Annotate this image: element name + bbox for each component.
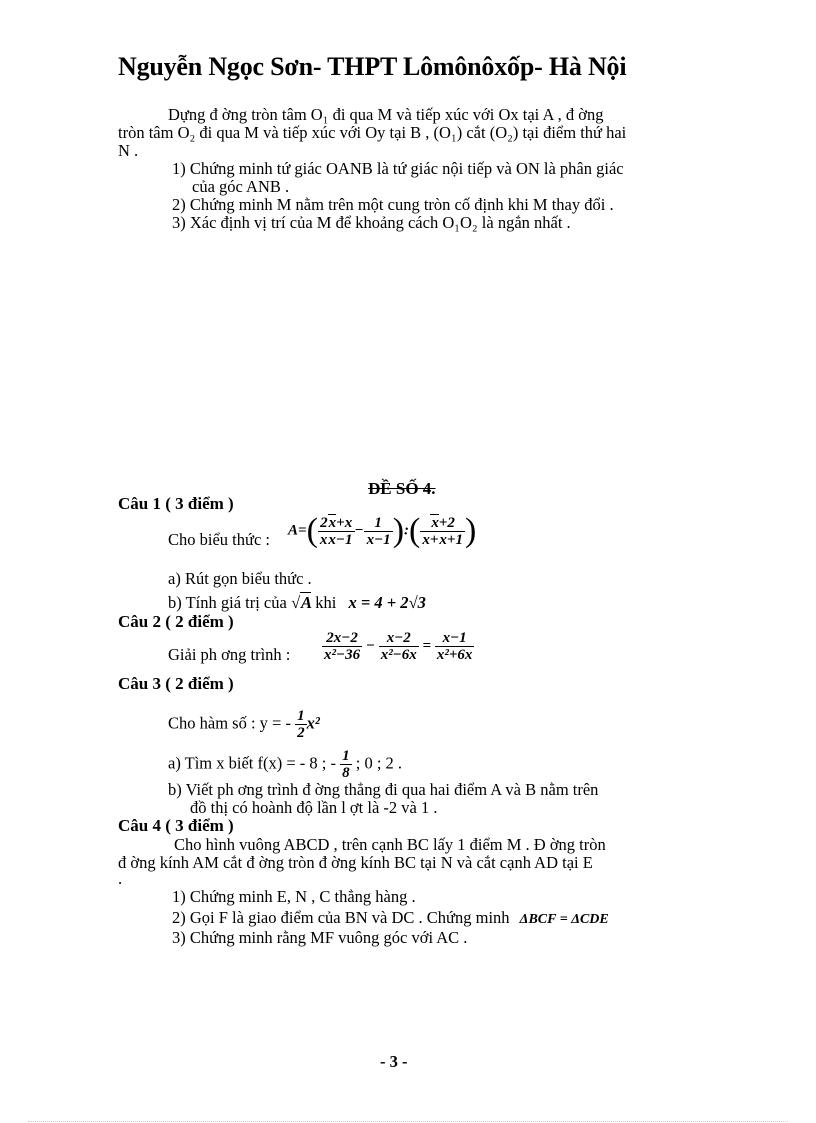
problem-item-1-cont: của góc ANB . [192, 177, 290, 196]
question-3-heading: Câu 3 ( 2 điểm ) [118, 674, 234, 693]
page-bottom-divider [28, 1121, 788, 1122]
question-2-heading: Câu 2 ( 2 điểm ) [118, 612, 234, 631]
question-1-lead: Cho biểu thức : [168, 530, 270, 549]
problem-item-3: 3) Xác định vị trí của M để khoảng cách O₁O₂ là ngắn nhất . [172, 213, 571, 232]
question-4-text-line: . [118, 869, 123, 888]
question-3-part-a: a) Tìm x biết f(x) = - 8 ; - $\frac{1}{8}$ ; 0 ; 2 . [168, 748, 403, 781]
question-4-heading: Câu 4 ( 3 điểm ) [118, 816, 234, 835]
problem-text-line: Dựng đ ờng tròn tâm O₁ đi qua M và tiếp xúc với Ox tại A , đ ờng [168, 105, 604, 124]
problem-text-line: N . [118, 141, 139, 160]
question-4-text-line: đ ờng kính AM cắt đ ờng tròn đ ờng kính BC tại N và cắt cạnh AD tại E [118, 853, 593, 872]
problem-text-line: tròn tâm O₂ đi qua M và tiếp xúc với Oy tại B , (O₁) cắt (O₂) tại điểm thứ hai [118, 123, 627, 142]
problem-item-1: 1) Chứng minh tứ giác OANB là tứ giác nội tiếp và ON là phân giác [172, 159, 624, 178]
page-number: - 3 - [380, 1052, 408, 1071]
question-4-item-3: 3) Chứng minh rằng MF vuông góc với AC . [172, 928, 468, 947]
expression-A: A=( $\frac{2x+x}{xx-1}$ − $\frac{1}{x-1}$ ):( $\frac{x+2}{x+x+1}$ ) [288, 512, 477, 549]
question-4-item-2: 2) Gọi F là giao điểm của BN và DC . Chứng minh ΔBCF = ΔCDE [172, 908, 609, 927]
question-1-heading: Câu 1 ( 3 điểm ) [118, 494, 234, 513]
question-4-text-line: Cho hình vuông ABCD , trên cạnh BC lấy 1 điểm M . Đ ờng tròn [174, 835, 606, 854]
question-3-part-b-cont: đồ thị có hoành độ lần l ợt là -2 và 1 . [190, 798, 438, 817]
question-3-lead: Cho hàm số : y = - $\frac{1}{2}$ x² [168, 708, 320, 741]
question-2-lead: Giải ph ơng trình : [168, 645, 291, 664]
problem-item-2: 2) Chứng minh M nằm trên một cung tròn cố định khi M thay đổi . [172, 195, 614, 214]
question-1-part-a: a) Rút gọn biểu thức . [168, 569, 312, 588]
question-3-part-b: b) Viết ph ơng trình đ ờng thẳng đi qua hai điểm A và B nằm trên [168, 780, 599, 799]
question-4-item-1: 1) Chứng minh E, N , C thẳng hàng . [172, 887, 416, 906]
equation-q2: $\frac{2x-2}{\text{x²−36}}$ − $\frac{x-2}{\text{x²−6x}}$ = $\frac{x-1}{\text{x²+6x}}$ [324, 630, 473, 663]
question-1-part-b: b) Tính giá trị của √A khi x = 4 + 2√3 [168, 593, 426, 612]
page-header-title: Nguyễn Ngọc Sơn- THPT Lômônôxốp- Hà Nội [118, 52, 627, 81]
exam-title: ĐỀ SỐ 4. [368, 479, 436, 498]
x-value: x = 4 + 2√3 [348, 593, 426, 612]
